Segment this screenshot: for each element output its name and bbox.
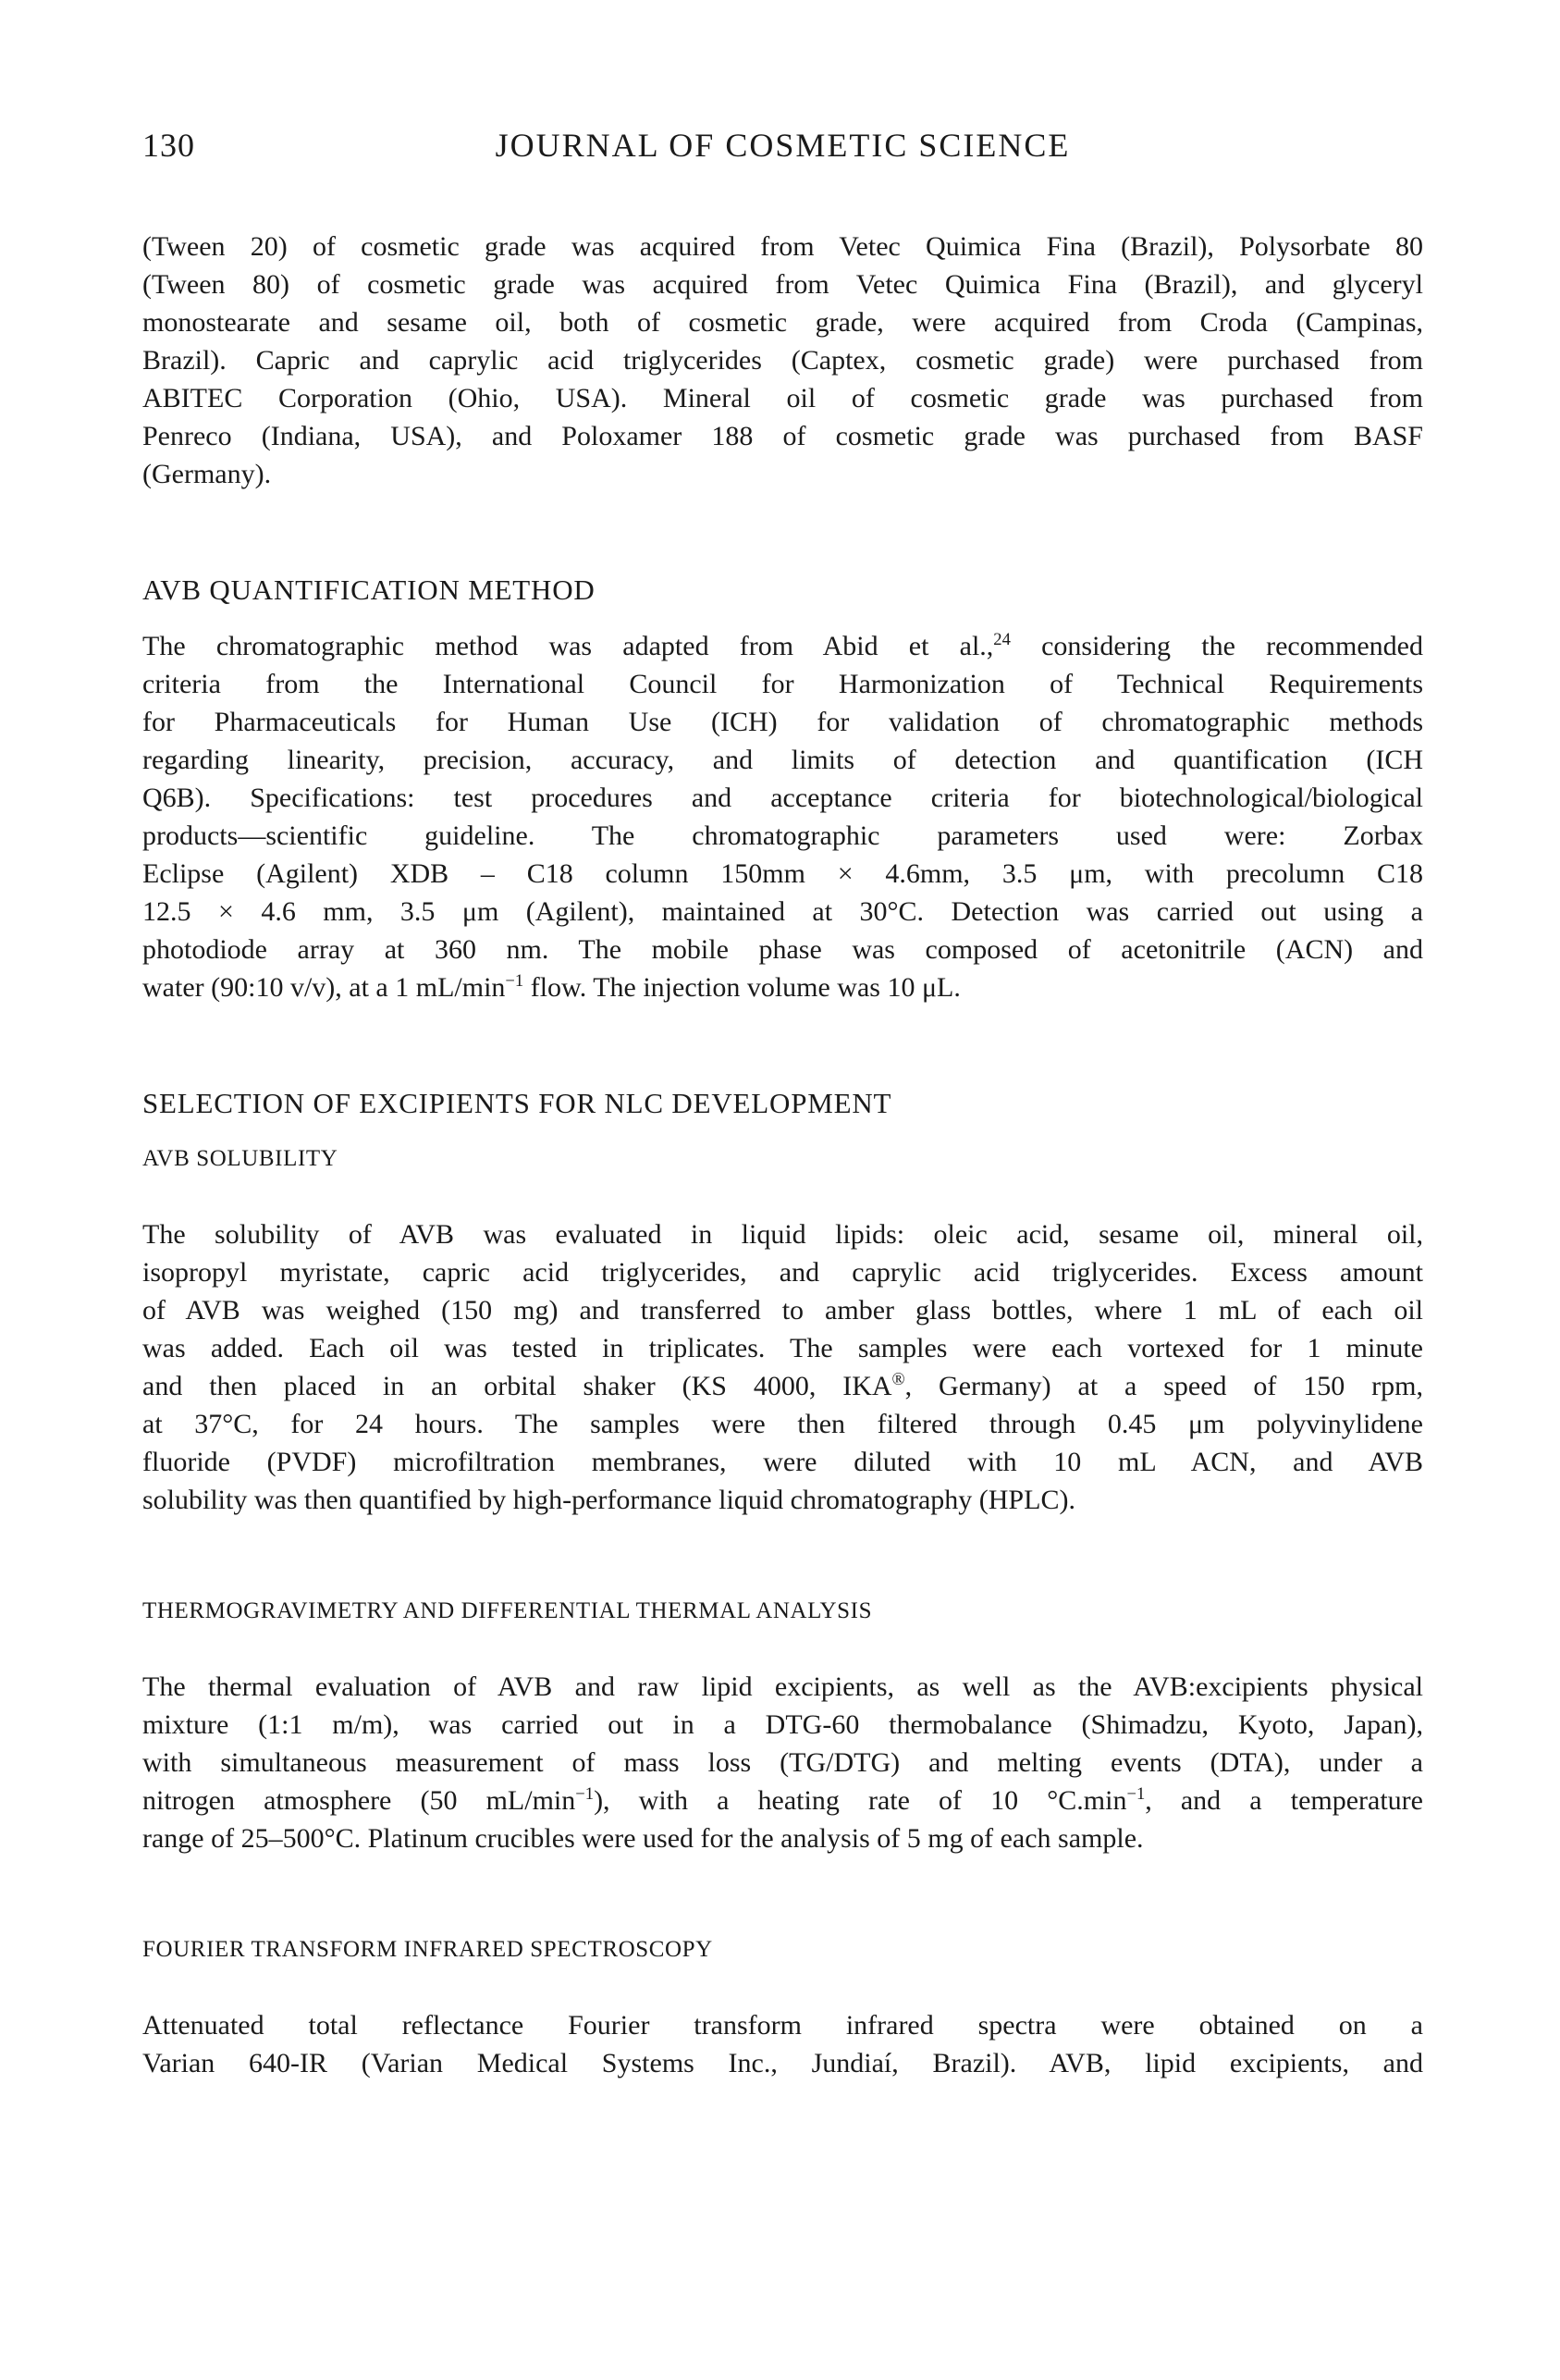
text-line: Eclipse (Agilent) XDB – C18 column 150mm × 4.6mm, 3.5 μm, with precolumn C18 [142, 858, 1423, 889]
text-line: mixture (1:1 m/m), was carried out in a DTG-60 thermobalance (Shimadzu, Kyoto, Japan), [142, 1709, 1423, 1740]
text-line: Varian 640-IR (Varian Medical Systems Inc., Jundiaí, Brazil). AVB, lipid excipients, and [142, 2048, 1423, 2078]
text-line: (Tween 80) of cosmetic grade was acquired from Vetec Quimica Fina (Brazil), and glyceryl [142, 269, 1423, 300]
text-line: was added. Each oil was tested in triplicates. The samples were each vortexed for 1 minute [142, 1333, 1423, 1363]
text-line: for Pharmaceuticals for Human Use (ICH) for validation of chromatographic methods [142, 707, 1423, 737]
text-line: regarding linearity, precision, accuracy, and limits of detection and quantification (ICH [142, 745, 1423, 775]
paragraph [142, 228, 1423, 493]
text-line: range of 25–500°C. Platinum crucibles were used for the analysis of 5 mg of each sample. [142, 1823, 1144, 1854]
text-line: (Germany). [142, 459, 272, 489]
text-line: isopropyl myristate, capric acid triglycerides, and caprylic acid triglycerides. Excess amount [142, 1257, 1423, 1288]
section-heading-avb-solubility: AVB SOLUBILITY [142, 1146, 338, 1171]
text-line: 12.5 × 4.6 mm, 3.5 μm (Agilent), maintained at 30°C. Detection was carried out using a [142, 896, 1423, 927]
document-body [142, 228, 1423, 2082]
journal-running-title: JOURNAL OF COSMETIC SCIENCE [495, 127, 1071, 164]
section-heading-avb-quantification-method: AVB QUANTIFICATION METHOD [142, 573, 596, 606]
text-line: The solubility of AVB was evaluated in liquid lipids: oleic acid, sesame oil, mineral oil, [142, 1219, 1423, 1250]
text-line: The thermal evaluation of AVB and raw lipid excipients, as well as the AVB:excipients physical [142, 1671, 1423, 1702]
section-heading-selection-of-excipients-for-nlc-development: SELECTION OF EXCIPIENTS FOR NLC DEVELOPMENT [142, 1087, 892, 1119]
paragraph [142, 2006, 1423, 2082]
text-line: with simultaneous measurement of mass loss (TG/DTG) and melting events (DTA), under a [142, 1747, 1423, 1778]
section-heading-fourier-transform-infrared-spectroscopy: FOURIER TRANSFORM INFRARED SPECTROSCOPY [142, 1937, 713, 1962]
page-number: 130 [142, 127, 195, 164]
section-heading-thermogravimetry-and-differential-thermal-analysis: THERMOGRAVIMETRY AND DIFFERENTIAL THERMAL ANALYSIS [142, 1598, 873, 1623]
superscript: 24 [993, 630, 1011, 649]
text-line: water (90:10 v/v), at a 1 $mL/\min^{-1}$ flow. The injection volume was 10 μL. [142, 971, 961, 1003]
superscript: ® [891, 1370, 905, 1389]
text-line: of AVB was weighed (150 mg) and transferred to amber glass bottles, where 1 mL of each oil [142, 1295, 1423, 1326]
text-line: at 37°C, for 24 hours. The samples were then filtered through 0.45 μm polyvinylidene [142, 1409, 1423, 1439]
paragraph [142, 627, 1423, 1006]
superscript: −1 [505, 971, 524, 991]
text-line: Brazil). Capric and caprylic acid triglycerides (Captex, cosmetic grade) were purchased from [142, 345, 1423, 376]
text-line: solubility was then quantified by high-performance liquid chromatography (HPLC). [142, 1485, 1075, 1515]
text-line: products—scientific guideline. The chromatographic parameters used were: Zorbax [142, 820, 1423, 851]
page-header [142, 126, 1423, 165]
text-line: The chromatographic method was adapted from Abid et al.,$^{24}$ considering the recommended [142, 630, 1423, 661]
text-line: Attenuated total reflectance Fourier transform infrared spectra were obtained on a [142, 2010, 1423, 2041]
superscript: −1 [1126, 1784, 1146, 1804]
text-line: Q6B). Specifications: test procedures and acceptance criteria for biotechnological/biological [142, 783, 1423, 813]
text-line: photodiode array at 360 nm. The mobile phase was composed of acetonitrile (ACN) and [142, 934, 1423, 965]
text-line: fluoride (PVDF) microfiltration membranes, were diluted with 10 mL ACN, and AVB [142, 1447, 1423, 1477]
text-line: Penreco (Indiana, USA), and Poloxamer 188 of cosmetic grade was purchased from BASF [142, 421, 1423, 451]
text-line: criteria from the International Council for Harmonization of Technical Requirements [142, 669, 1423, 699]
text-line: (Tween 20) of cosmetic grade was acquired from Vetec Quimica Fina (Brazil), Polysorbate 80 [142, 231, 1423, 262]
text-line: and then placed in an orbital shaker (KS 4000, IKA®, Germany) at a speed of 150 rpm, [142, 1370, 1423, 1401]
journal-page [0, 126, 1560, 2380]
paragraph [142, 1215, 1423, 1519]
text-line: nitrogen atmosphere (50 $mL/\min^{-1}$), with a heating rate of 10 $^\circ C.\min^{-1}$, and a temperature [142, 1784, 1423, 1816]
superscript: −1 [575, 1784, 595, 1804]
text-line: ABITEC Corporation (Ohio, USA). Mineral oil of cosmetic grade was purchased from [142, 383, 1423, 413]
paragraph [142, 1668, 1423, 1857]
text-line: monostearate and sesame oil, both of cosmetic grade, were acquired from Croda (Campinas, [142, 307, 1423, 338]
